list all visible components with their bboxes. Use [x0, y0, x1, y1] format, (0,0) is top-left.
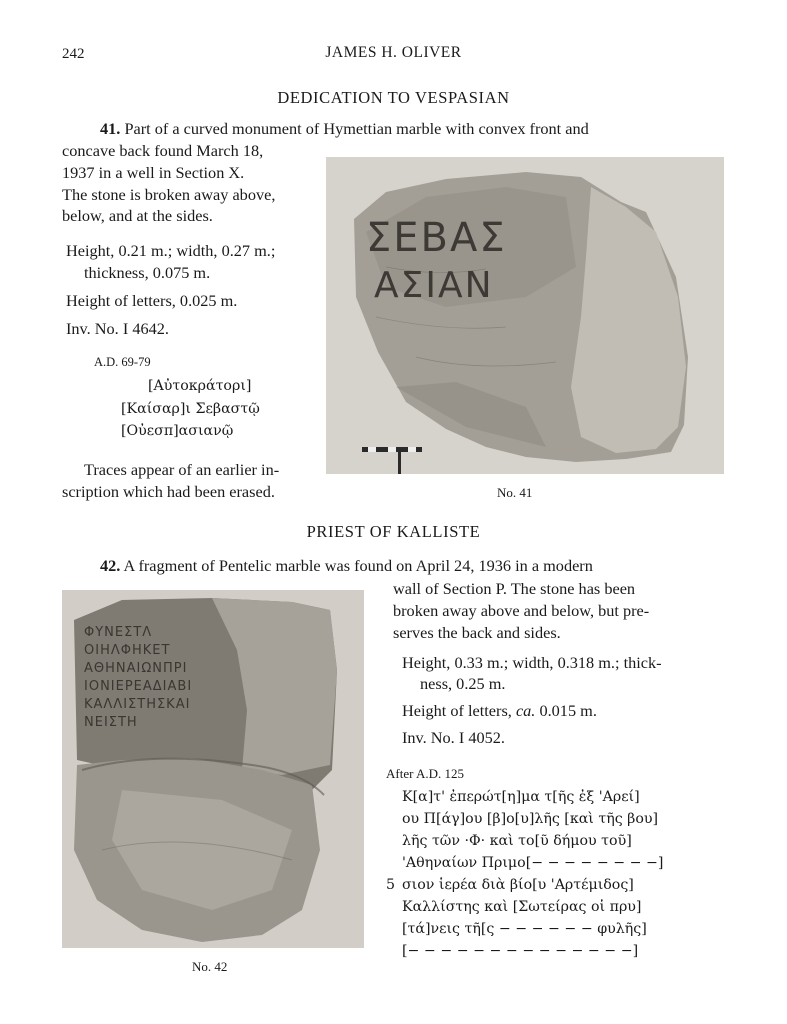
inscription-42-line-3: λῆς τῶν ·Φ· καὶ το[ῦ δήμου τοῦ] — [402, 833, 632, 849]
letter-height-42-ca: ca. — [515, 701, 536, 720]
dimensions-42: Height, 0.33 m.; width, 0.318 m.; thick- — [402, 653, 662, 672]
photo-42-letters-line-5: ΚΑΛΛΙΣΤΗΣΚΑΙ — [84, 697, 191, 712]
entry-41-line-4: The stone is broken away above, — [62, 185, 276, 204]
entry-41-line-1: Part of a curved monument of Hymettian marble with convex front and — [124, 119, 589, 138]
photo-42-letters-line-4: ΙΟΝΙΕΡΕΑΔΙΑΒΙ — [84, 679, 193, 694]
entry-42-line-2: wall of Section P. The stone has been — [393, 579, 636, 598]
running-title: JAMES H. OLIVER — [325, 44, 462, 61]
photo-41-letters-line-2: ΑΣΙΑΝ — [374, 265, 494, 306]
inscription-42-line-4: 'Αθηναίων Πριμο[− − − − − − − −] — [402, 855, 664, 871]
inscription-42-line-1: Κ[α]τ' ἐπερώτ[η]μα τ[ῆς ἐξ 'Αρεί] — [402, 789, 640, 805]
inscription-41-line-2: [Καίσαρ]ι Σεβαστῷ — [121, 401, 260, 417]
line-number-5: 5 — [386, 877, 396, 893]
dimensions-42-cont: ness, 0.25 m. — [420, 674, 506, 693]
entry-number-41: 41. — [100, 119, 121, 138]
inscription-42-line-5: σιον ἱερέα διὰ βίο[υ 'Αρτέμιδος] — [402, 877, 634, 893]
page-number: 242 — [62, 46, 85, 62]
photo-42-letters-line-1: ΦΥΝΕΣΤΛ — [84, 625, 153, 640]
entry-42-first-line — [100, 555, 593, 577]
entry-42-line-4: serves the back and sides. — [393, 623, 561, 642]
inscription-42-line-7: [τά]νεις τῆ[ς − − − − − − φυλῆς] — [402, 921, 647, 937]
inventory-41: Inv. No. I 4642. — [66, 319, 169, 338]
stone-photo-41 — [326, 157, 724, 474]
note-41-line-1: Traces appear of an earlier in- — [84, 460, 280, 479]
inscription-42-line-6: Καλλίστης καὶ [Σωτείρας οἱ πρυ] — [402, 899, 642, 915]
photo-42-letters-line-2: ΟΙΗΛΦΗΚΕΤ — [84, 643, 171, 658]
date-42: After A.D. 125 — [386, 766, 464, 781]
stone-photo-42 — [62, 590, 364, 948]
entry-42-line-1: A fragment of Pentelic marble was found on April 24, 1936 in a modern — [123, 556, 593, 575]
section-heading-41: DEDICATION TO VESPASIAN — [277, 88, 510, 107]
note-41-line-2: scription which had been erased. — [62, 482, 275, 501]
entry-41-line-3: 1937 in a well in Section X. — [62, 163, 245, 182]
caption-42: No. 42 — [192, 959, 228, 974]
photo-41-letters-line-1: ΣΕΒΑΣ — [366, 215, 507, 261]
caption-41: No. 41 — [497, 485, 533, 500]
dimensions-41-cont: thickness, 0.075 m. — [84, 263, 211, 282]
entry-41-first-line — [100, 118, 589, 140]
inscription-41-line-1: [Αὐτοκράτορι] — [148, 378, 252, 394]
entry-42-line-3: broken away above and below, but pre- — [393, 601, 650, 620]
inscription-42-line-8: [− − − − − − − − − − − − − −] — [402, 943, 639, 959]
letter-height-42-suffix: 0.015 m. — [535, 701, 597, 720]
letter-height-42-prefix: Height of letters, — [402, 701, 516, 720]
photo-42-letters-line-3: ΑΘΗΝΑΙΩΝΠΡΙ — [84, 661, 188, 676]
entry-41-line-5: below, and at the sides. — [62, 206, 213, 225]
letter-height-42 — [402, 700, 597, 722]
inventory-42: Inv. No. I 4052. — [402, 728, 505, 747]
photo-42-letters — [84, 624, 192, 732]
letter-height-41: Height of letters, 0.025 m. — [66, 291, 238, 310]
photo-42-letters-line-6: ΝΕΙΣΤΗ — [84, 715, 138, 730]
date-41: A.D. 69-79 — [94, 355, 151, 369]
inscription-42-line-2: ου Π[άγ]ου [β]ο[υ]λῆς [καὶ τῆς βου] — [402, 811, 659, 827]
entry-41-line-2: concave back found March 18, — [62, 141, 264, 160]
section-heading-42: PRIEST OF KALLISTE — [306, 522, 481, 541]
dimensions-41: Height, 0.21 m.; width, 0.27 m.; — [66, 241, 276, 260]
entry-number-42: 42. — [100, 556, 121, 575]
inscription-41-line-3: [Οὐεσπ]ασιανῷ — [121, 423, 234, 439]
